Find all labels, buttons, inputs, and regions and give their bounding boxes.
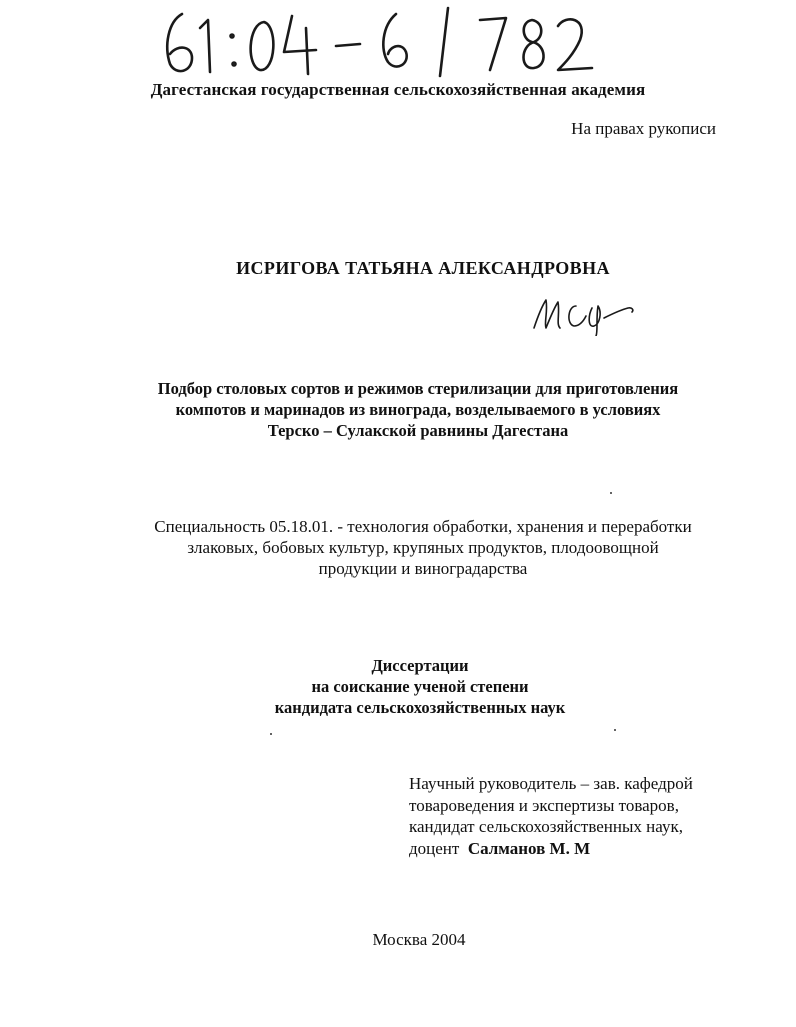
- handwritten-archive-number: [160, 6, 600, 78]
- supervisor-position: доцент: [409, 838, 460, 858]
- title-line: Подбор столовых сортов и режимов стерилизации для приготовления: [157, 379, 679, 398]
- title-line: компотов и маринадов из винограда, возделываемого в условиях: [175, 400, 661, 419]
- title-line: Терско – Сулакской равнины Дагестана: [267, 421, 569, 440]
- rights-note: На правах рукописи: [571, 119, 716, 138]
- specialty-line: Специальность 05.18.01. - технология обработки, хранения и переработки: [154, 517, 692, 536]
- specialty-line: продукции и виноградарства: [318, 559, 528, 578]
- dissertation-title: [120, 378, 716, 441]
- scan-speck: [610, 492, 612, 494]
- specialty-block: [108, 516, 738, 579]
- supervisor-name: Салманов М. М: [467, 838, 591, 858]
- specialty-line: злаковых, бобовых культур, крупяных продуктов, плодоовощной: [187, 538, 659, 557]
- degree-block: [0, 655, 796, 718]
- supervisor-line: Научный руководитель – зав. кафедрой: [409, 774, 693, 793]
- degree-line: кандидата сельскохозяйственных наук: [274, 698, 566, 717]
- supervisor-block: [409, 773, 693, 859]
- scan-speck: [270, 733, 272, 735]
- author-name: ИСРИГОВА ТАТЬЯНА АЛЕКСАНДРОВНА: [236, 258, 610, 278]
- supervisor-line: товароведения и экспертизы товаров,: [409, 795, 679, 815]
- city-year: Москва 2004: [372, 930, 466, 949]
- degree-line: Диссертации: [371, 656, 469, 675]
- supervisor-line: [409, 838, 693, 860]
- institution-name: Дагестанская государственная сельскохозяйственная академия: [150, 80, 646, 99]
- degree-line: на соискание ученой степени: [311, 677, 529, 696]
- scan-speck: [614, 729, 616, 731]
- author-signature: [528, 288, 638, 336]
- supervisor-line: кандидат сельскохозяйственных наук,: [409, 817, 683, 836]
